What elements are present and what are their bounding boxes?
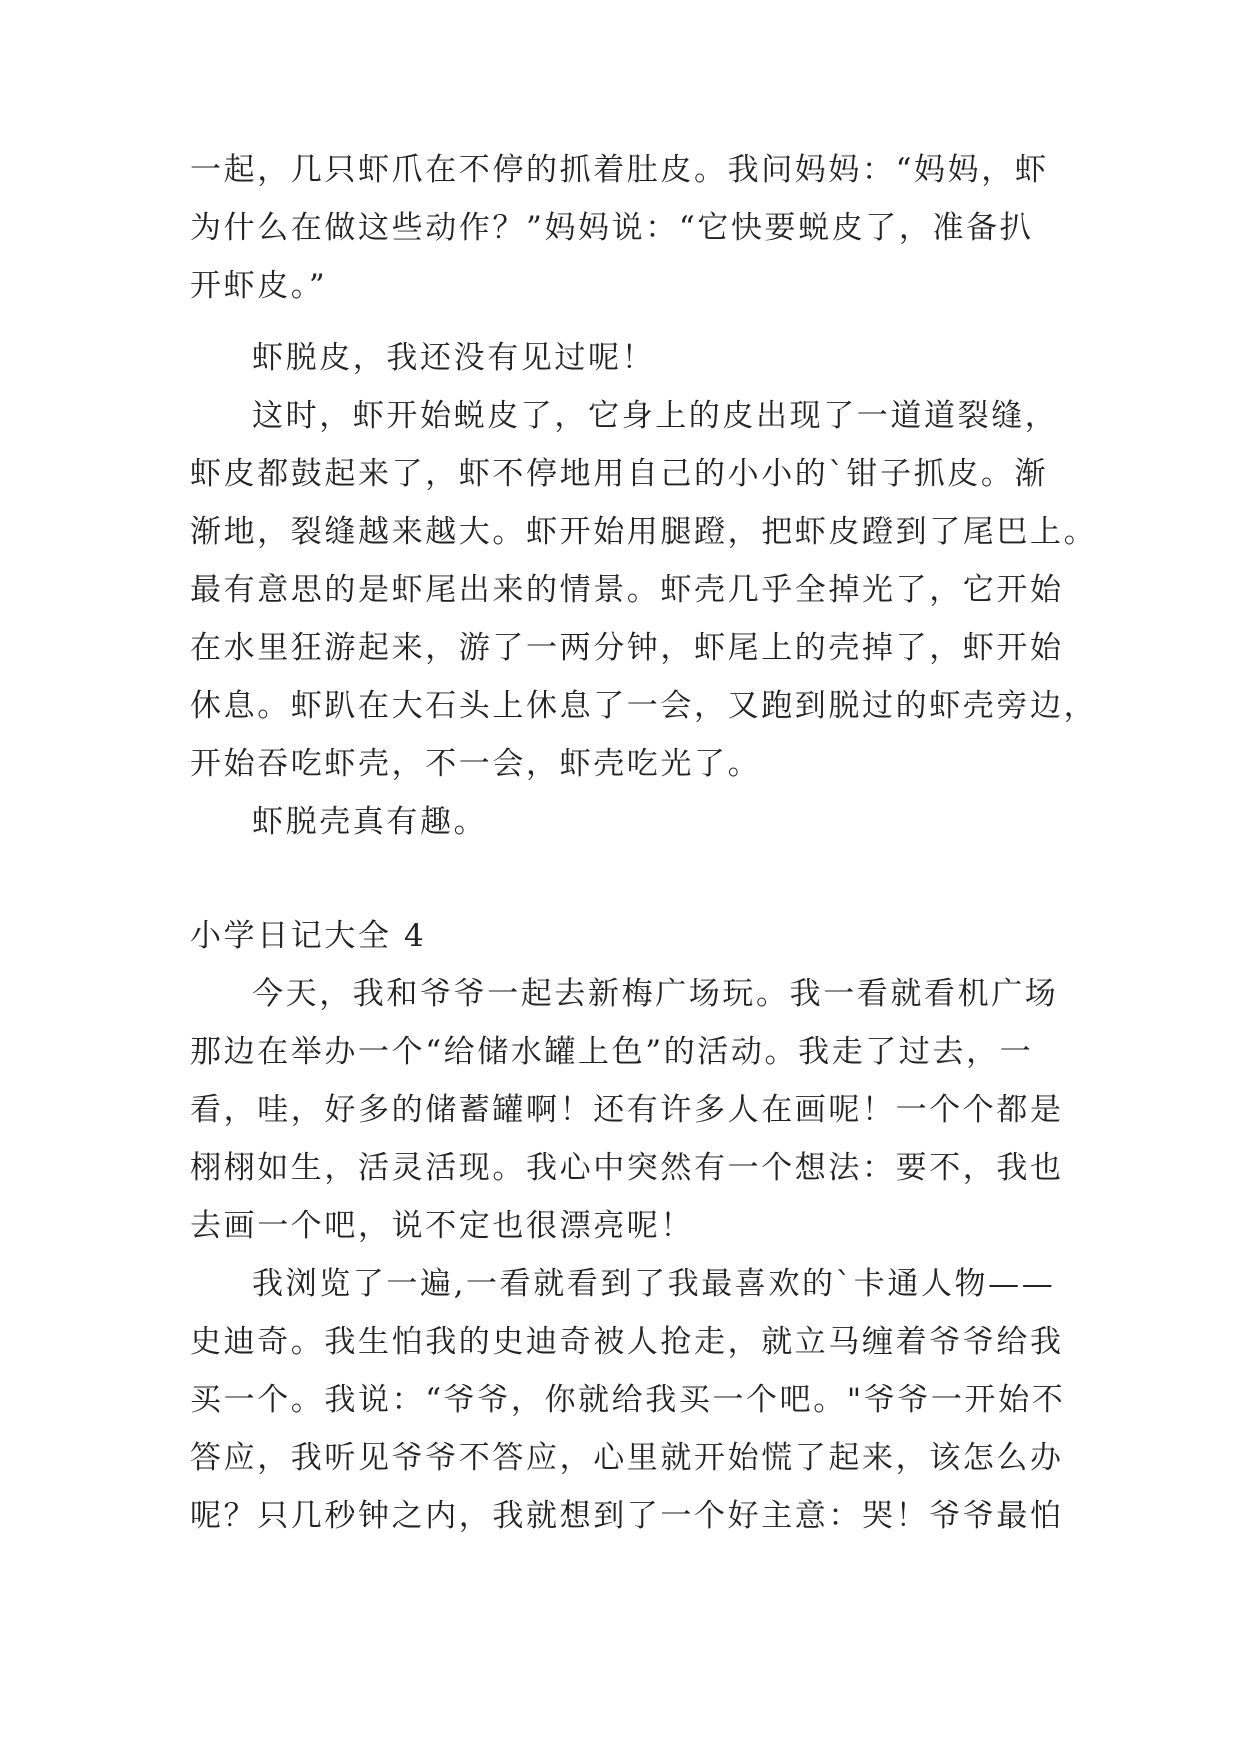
text-line: 去画一个吧，说不定也很漂亮呢！ [190,1208,694,1244]
text-line: 今天，我和爷爷一起去新梅广场玩。我一看就看机广场 [252,976,1059,1012]
text-line: 买一个。我说：“爷爷，你就给我买一个吧。"爷爷一开始不 [190,1382,1066,1418]
text-line: 栩栩如生，活灵活现。我心中突然有一个想法：要不，我也 [190,1150,1064,1186]
text-line: 渐地，裂缝越来越大。虾开始用腿蹬，把虾皮蹬到了尾巴上。 [190,514,1098,550]
text-line: 虾脱壳真有趣。 [252,804,488,840]
text-line: 为什么在做这些动作？”妈妈说：“它快要蜕皮了，准备扒 [190,210,1034,246]
text-line: 我浏览了一遍,一看就看到了我最喜欢的`卡通人物—— [252,1266,1056,1302]
text-line: 在水里狂游起来，游了一两分钟，虾尾上的壳掉了，虾开始 [190,630,1064,666]
text-line: 这时，虾开始蜕皮了，它身上的皮出现了一道道裂缝， [252,398,1059,434]
text-line: 一起，几只虾爪在不停的抓着肚皮。我问妈妈：“妈妈，虾 [190,152,1049,188]
text-line: 答应，我听见爷爷不答应，心里就开始慌了起来，该怎么办 [190,1440,1064,1476]
text-line: 史迪奇。我生怕我的史迪奇被人抢走，就立马缠着爷爷给我 [190,1324,1064,1360]
text-line: 虾皮都鼓起来了，虾不停地用自己的小小的`钳子抓皮。渐 [190,456,1049,492]
text-line: 呢？只几秒钟之内，我就想到了一个好主意：哭！爷爷最怕 [190,1498,1064,1534]
section-title: 小学日记大全 4 [190,918,427,954]
text-line: 看，哇，好多的储蓄罐啊！还有许多人在画呢！一个个都是 [190,1092,1064,1128]
text-line: 那边在举办一个“给储水罐上色”的活动。我走了过去，一 [190,1034,1034,1070]
text-line: 开始吞吃虾壳，不一会，虾壳吃光了。 [190,746,762,782]
text-line: 休息。虾趴在大石头上休息了一会，又跑到脱过的虾壳旁边， [190,688,1098,724]
text-line: 虾脱皮，我还没有见过呢！ [252,340,656,376]
text-line: 最有意思的是虾尾出来的情景。虾壳几乎全掉光了，它开始 [190,572,1064,608]
text-line: 开虾皮。” [190,268,328,304]
